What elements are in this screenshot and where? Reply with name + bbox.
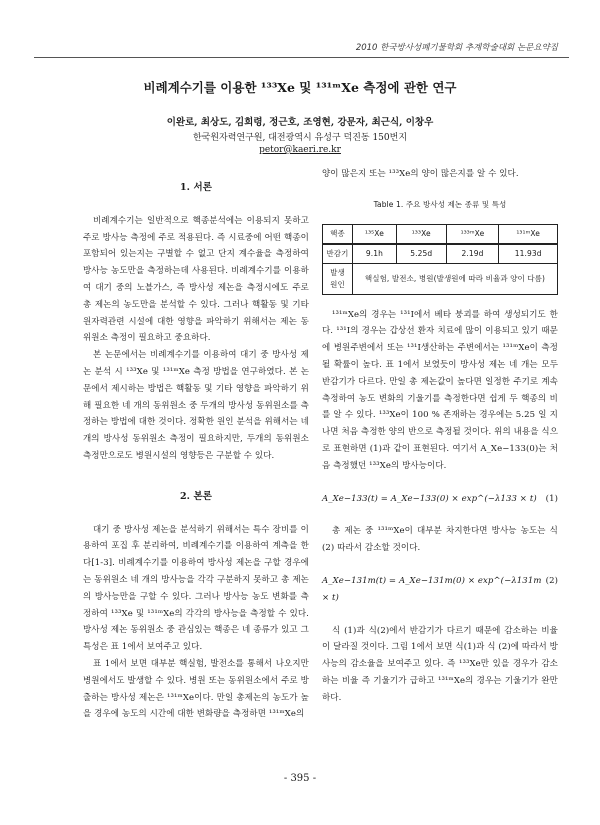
paper-title: 비례계수기를 이용한 ¹³³Xe 및 ¹³¹ᵐXe 측정에 관한 연구 <box>143 80 457 95</box>
equation-1 <box>322 491 558 508</box>
body-paragraph-1: 대기 중 방사성 제논을 분석하기 위해서는 특수 장비를 이용하여 포집 후 분리하여, 비례계수기를 이용하여 계측을 한다[1-3]. 비례계수기를 이용하여 방사성 제논을 구할 경우에는 동위원소 네 개의 방사능을 각각 구분하지 못하고 총 제논의 방사능만을 구할 수 있다. 그러나 방사능 농도 변화를 측정하여 ¹³³Xe 및 ¹³¹ᵐXe의 각각의 방사능을 측정할 수 있다. 방사성 제논 동위원소 중 관심있는 핵종은 네 종류가 있고 그 특성은 표 1에서 보여주고 있다. <box>83 524 309 653</box>
equation-1-expression: A_Xe−133(t) = A_Xe−133(0) × exp^(−λ133 × t) <box>322 493 537 504</box>
page-number: - 395 - <box>283 773 317 784</box>
right-column <box>322 166 558 707</box>
affiliation: 한국원자력연구원, 대전광역시 유성구 덕진동 150번지 <box>192 133 408 143</box>
intro-paragraph-1: 비례계수기는 일반적으로 핵종분석에는 이용되지 못하고 주로 방사능 측정에 주로 적용된다. 즉 시료중에 어떤 핵종이 포함되어 있는지는 구별할 수 없고 단지 계수율을 측정하여 방사능 농도만을 측정하는데 사용된다. 비례계수기를 이용하여 대기 중의 노블가스, 즉 방사성 제논을 측정시에도 주로 총 제논의 농도만을 분석할 수 있다. 그러나 핵활동 및 기타 원자력관련 시설에 대한 영향을 파악하기 위해서는 제논 동위원소 측정이 필요하고 중요하다. <box>83 215 309 344</box>
table-cell: 2.19d <box>446 244 499 264</box>
table-cell: 11.93d <box>499 244 558 264</box>
body-paragraph-2: 표 1에서 보면 대부분 핵실험, 발전소를 통해서 나오지만 병원에서도 발생할 수 있다. 병원 또는 동위원소에서 주로 방출하는 방사성 제논은 ¹³¹ᵐXe이다. 만일 총제논의 농도가 높을 경우에 농도의 시간에 대한 변화량을 측정하면 ¹³¹ᵐXe의 <box>83 658 309 720</box>
nuclide-table <box>322 224 558 295</box>
table-row-halflife <box>323 244 558 264</box>
author-email[interactable]: petor@kaeri.re.kr <box>259 145 341 155</box>
table-caption: Table 1. 주요 방사성 제논 종류 및 특성 <box>373 199 507 209</box>
table-row-label: 반감기 <box>323 244 353 264</box>
left-column <box>83 180 309 723</box>
section-heading-body: 2. 본론 <box>179 490 213 502</box>
equation-2-number: (2) <box>545 575 558 586</box>
spacer <box>322 295 558 307</box>
table-header-cell: ¹³³Xe <box>396 224 446 244</box>
table-header-cell: ¹³⁵Xe <box>352 224 396 244</box>
section-heading-intro: 1. 서론 <box>179 182 213 193</box>
paragraph-after-table: ¹³¹ᵐXe의 경우는 ¹³¹I에서 베타 붕괴를 하여 생성되기도 한다. ¹³¹I의 경우는 갑상선 환자 치료에 많이 이용되고 있기 때문에 병원주변에서 또는 ¹³¹I생산하는 주변에서는 ¹³¹ᵐXe이 측정될 확률이 높다. 표 1에서 보였듯이 방사성 제논 네 개는 모두 반감기가 다르다. 만일 총 제논값이 높다면 일정한 주기로 계속 측정하여 농도 변화의 기울기를 측정한다면 쉽게 두 핵종의 비를 알 수 있다. ¹³³Xe이 100 % 존재하는 경우에는 5.25 일 지나면 처음 측정한 양의 반으로 측정될 것이다. 위의 내용을 식으로 표현하면 (1)과 같이 표현된다. 여기서 A_Xe−133(0)는 처음 측정했던 ¹³³Xe의 방사능이다. <box>322 309 558 471</box>
table-header-cell: 핵종 <box>323 224 353 244</box>
table-row-label: 발생 원인 <box>323 263 353 294</box>
table-header-cell: ¹³¹ᵐXe <box>499 224 558 244</box>
table-cell: 핵실험, 발전소, 병원(발생원에 따라 비율과 양이 다름) <box>352 263 557 294</box>
table-header-cell: ¹³³ᵐXe <box>446 224 499 244</box>
author-list: 이완로, 최상도, 김희령, 정근호, 조영현, 강문자, 최근식, 이창우 <box>166 117 434 128</box>
table-header-row <box>323 224 558 244</box>
table-cell: 9.1h <box>352 244 396 264</box>
continuation-paragraph: 양이 많은지 또는 ¹³³Xe의 양이 많은지를 알 수 있다. <box>322 169 519 179</box>
running-header: 2010 한국방사성폐기물학회 추계학술대회 논문요약집 <box>355 43 558 53</box>
header-rule <box>34 57 569 58</box>
section-gap <box>83 465 309 489</box>
equation-2 <box>322 573 558 607</box>
paragraph-eq2-intro: 총 제논 중 ¹³¹ᵐXe이 대부분 차지한다면 방사능 농도는 식 (2) 따라서 감소할 것이다. <box>322 526 558 554</box>
equation-2-expression: A_Xe−131m(t) = A_Xe−131m(0) × exp^(−λ131m × t) <box>322 575 542 603</box>
table-row-origin <box>323 263 558 294</box>
intro-paragraph-2: 본 논문에서는 비례계수기를 이용하여 대기 중 방사성 제논 분석 시 ¹³³Xe 및 ¹³¹ᵐXe 측정 방법을 연구하였다. 본 논문에서 제시하는 방법은 핵활동 및 기타 영향을 파악하기 위해 필요한 네 개의 동위원소 중 두개의 방사성 동위원소를 측정하는 방법에 대한 것이다. 정확한 원인 분석을 위해서는 네 개의 방사성 동위원소 측정이 필요하지만, 두개의 동위원소 측정만으로도 병원시설의 영향등은 구분할 수 있다. <box>83 350 309 461</box>
paragraph-final: 식 (1)과 식(2)에서 반감기가 다르기 때문에 감소하는 비율이 달라질 것이다. 그림 1에서 보면 식(1)과 식 (2)에 따라서 방사능의 감소율을 보여주고 있다. 즉 ¹³³Xe만 있을 경우가 감소하는 비율 즉 기울기가 급하고 ¹³¹ᵐXe의 경우는 기울기가 완만하다. <box>322 625 558 703</box>
table-cell: 5.25d <box>396 244 446 264</box>
equation-1-number: (1) <box>545 493 558 504</box>
